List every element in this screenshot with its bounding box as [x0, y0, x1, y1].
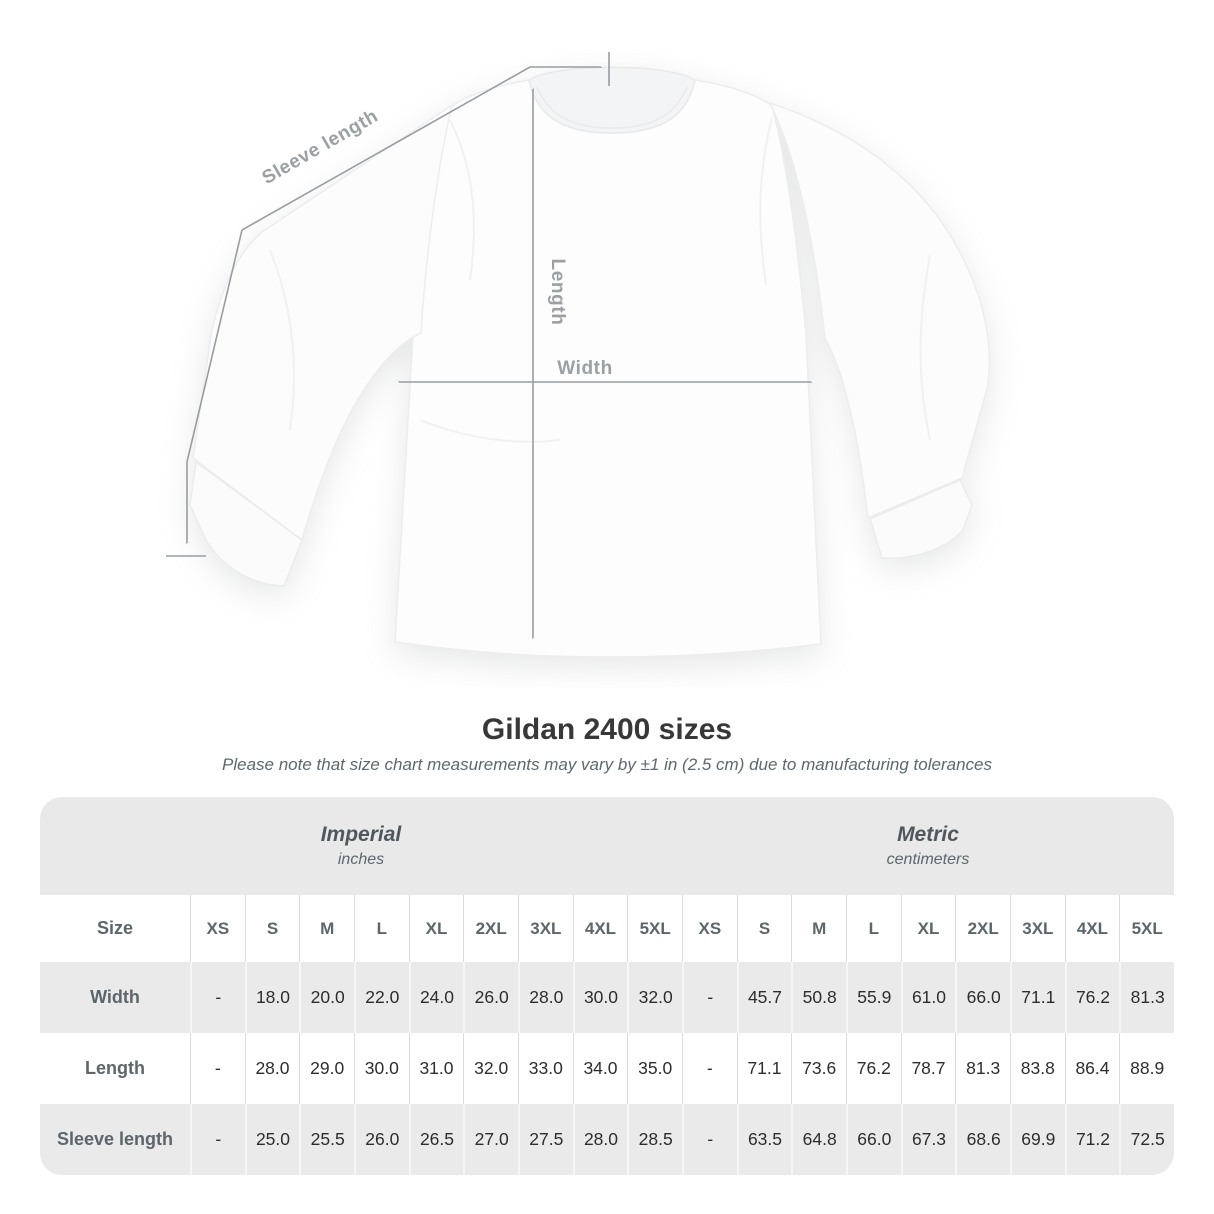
value-cell: 35.0: [627, 1033, 682, 1104]
page-title: Gildan 2400 sizes: [481, 713, 733, 746]
value-cell: -: [190, 1104, 245, 1175]
size-column-header: Size: [96, 918, 134, 938]
value-cell: 45.7: [737, 962, 792, 1033]
size-header-imperial-s: S: [245, 895, 300, 962]
value-cell: 88.9: [1119, 1033, 1174, 1104]
value-cell: 50.8: [791, 962, 846, 1033]
size-table-rows: [40, 895, 1174, 1175]
size-header-metric-5xl: 5XL: [1119, 895, 1174, 962]
size-header-imperial-l: L: [354, 895, 409, 962]
value-cell: 81.3: [955, 1033, 1010, 1104]
imperial-unit: inches: [337, 851, 385, 868]
value-cell: 28.0: [245, 1033, 300, 1104]
size-header-metric-2xl: 2XL: [955, 895, 1010, 962]
value-cell: 28.5: [627, 1104, 682, 1175]
value-cell: 20.0: [299, 962, 354, 1033]
imperial-section-header: [40, 797, 682, 895]
metric-section-header: [682, 797, 1174, 895]
value-cell: 76.2: [846, 1033, 901, 1104]
value-cell: 31.0: [409, 1033, 464, 1104]
value-cell: 27.0: [463, 1104, 518, 1175]
value-cell: 86.4: [1065, 1033, 1120, 1104]
value-cell: 71.1: [737, 1033, 792, 1104]
value-cell: 66.0: [955, 962, 1010, 1033]
value-cell: 63.5: [737, 1104, 792, 1175]
sleeve-length-label: Sleeve length: [258, 105, 382, 189]
units-band: [40, 797, 1174, 895]
size-table: [40, 797, 1174, 1175]
value-cell: 67.3: [901, 1104, 956, 1175]
size-header-metric-m: M: [791, 895, 846, 962]
value-cell: 28.0: [518, 962, 573, 1033]
size-header-imperial-5xl: 5XL: [627, 895, 682, 962]
value-cell: 26.5: [409, 1104, 464, 1175]
value-cell: -: [190, 962, 245, 1033]
value-cell: 69.9: [1010, 1104, 1065, 1175]
value-cell: -: [682, 1033, 737, 1104]
value-cell: 61.0: [901, 962, 956, 1033]
size-header-metric-3xl: 3XL: [1010, 895, 1065, 962]
value-cell: 26.0: [354, 1104, 409, 1175]
value-cell: -: [682, 1104, 737, 1175]
table-row: [40, 1104, 1174, 1175]
row-label: Sleeve length: [56, 1129, 174, 1149]
value-cell: 55.9: [846, 962, 901, 1033]
value-cell: 30.0: [573, 962, 628, 1033]
value-cell: 18.0: [245, 962, 300, 1033]
value-cell: 33.0: [518, 1033, 573, 1104]
row-label: Length: [85, 1058, 145, 1078]
imperial-title: Imperial: [320, 823, 402, 846]
value-cell: 76.2: [1065, 962, 1120, 1033]
size-header-imperial-2xl: 2XL: [463, 895, 518, 962]
metric-unit: centimeters: [886, 851, 970, 868]
value-cell: 32.0: [463, 1033, 518, 1104]
value-cell: 32.0: [627, 962, 682, 1033]
value-cell: -: [682, 962, 737, 1033]
table-row: [40, 1033, 1174, 1104]
value-cell: 22.0: [354, 962, 409, 1033]
row-label: Width: [90, 987, 140, 1007]
size-header-metric-l: L: [846, 895, 901, 962]
size-header-row: [40, 895, 1174, 962]
value-cell: 83.8: [1010, 1033, 1065, 1104]
value-cell: 25.5: [299, 1104, 354, 1175]
value-cell: 81.3: [1119, 962, 1174, 1033]
size-header-imperial-3xl: 3XL: [518, 895, 573, 962]
size-header-imperial-4xl: 4XL: [573, 895, 628, 962]
size-header-metric-s: S: [737, 895, 792, 962]
value-cell: 28.0: [573, 1104, 628, 1175]
length-label: Length: [547, 258, 568, 326]
value-cell: 78.7: [901, 1033, 956, 1104]
size-header-metric-4xl: 4XL: [1065, 895, 1120, 962]
size-header-metric-xs: XS: [682, 895, 737, 962]
value-cell: 26.0: [463, 962, 518, 1033]
value-cell: 72.5: [1119, 1104, 1174, 1175]
size-header-metric-xl: XL: [901, 895, 956, 962]
value-cell: 71.2: [1065, 1104, 1120, 1175]
value-cell: -: [190, 1033, 245, 1104]
value-cell: 29.0: [299, 1033, 354, 1104]
value-cell: 34.0: [573, 1033, 628, 1104]
value-cell: 24.0: [409, 962, 464, 1033]
value-cell: 30.0: [354, 1033, 409, 1104]
value-cell: 66.0: [846, 1104, 901, 1175]
size-header-imperial-m: M: [299, 895, 354, 962]
size-header-imperial-xs: XS: [190, 895, 245, 962]
table-row: [40, 962, 1174, 1033]
value-cell: 68.6: [955, 1104, 1010, 1175]
value-cell: 25.0: [245, 1104, 300, 1175]
value-cell: 73.6: [791, 1033, 846, 1104]
tolerance-note: Please note that size chart measurements may vary by ±1 in (2.5 cm) due to manufacturing tolerances: [222, 755, 992, 774]
width-label: Width: [557, 358, 613, 379]
value-cell: 27.5: [518, 1104, 573, 1175]
metric-title: Metric: [897, 823, 959, 846]
size-header-imperial-xl: XL: [409, 895, 464, 962]
value-cell: 64.8: [791, 1104, 846, 1175]
value-cell: 71.1: [1010, 962, 1065, 1033]
